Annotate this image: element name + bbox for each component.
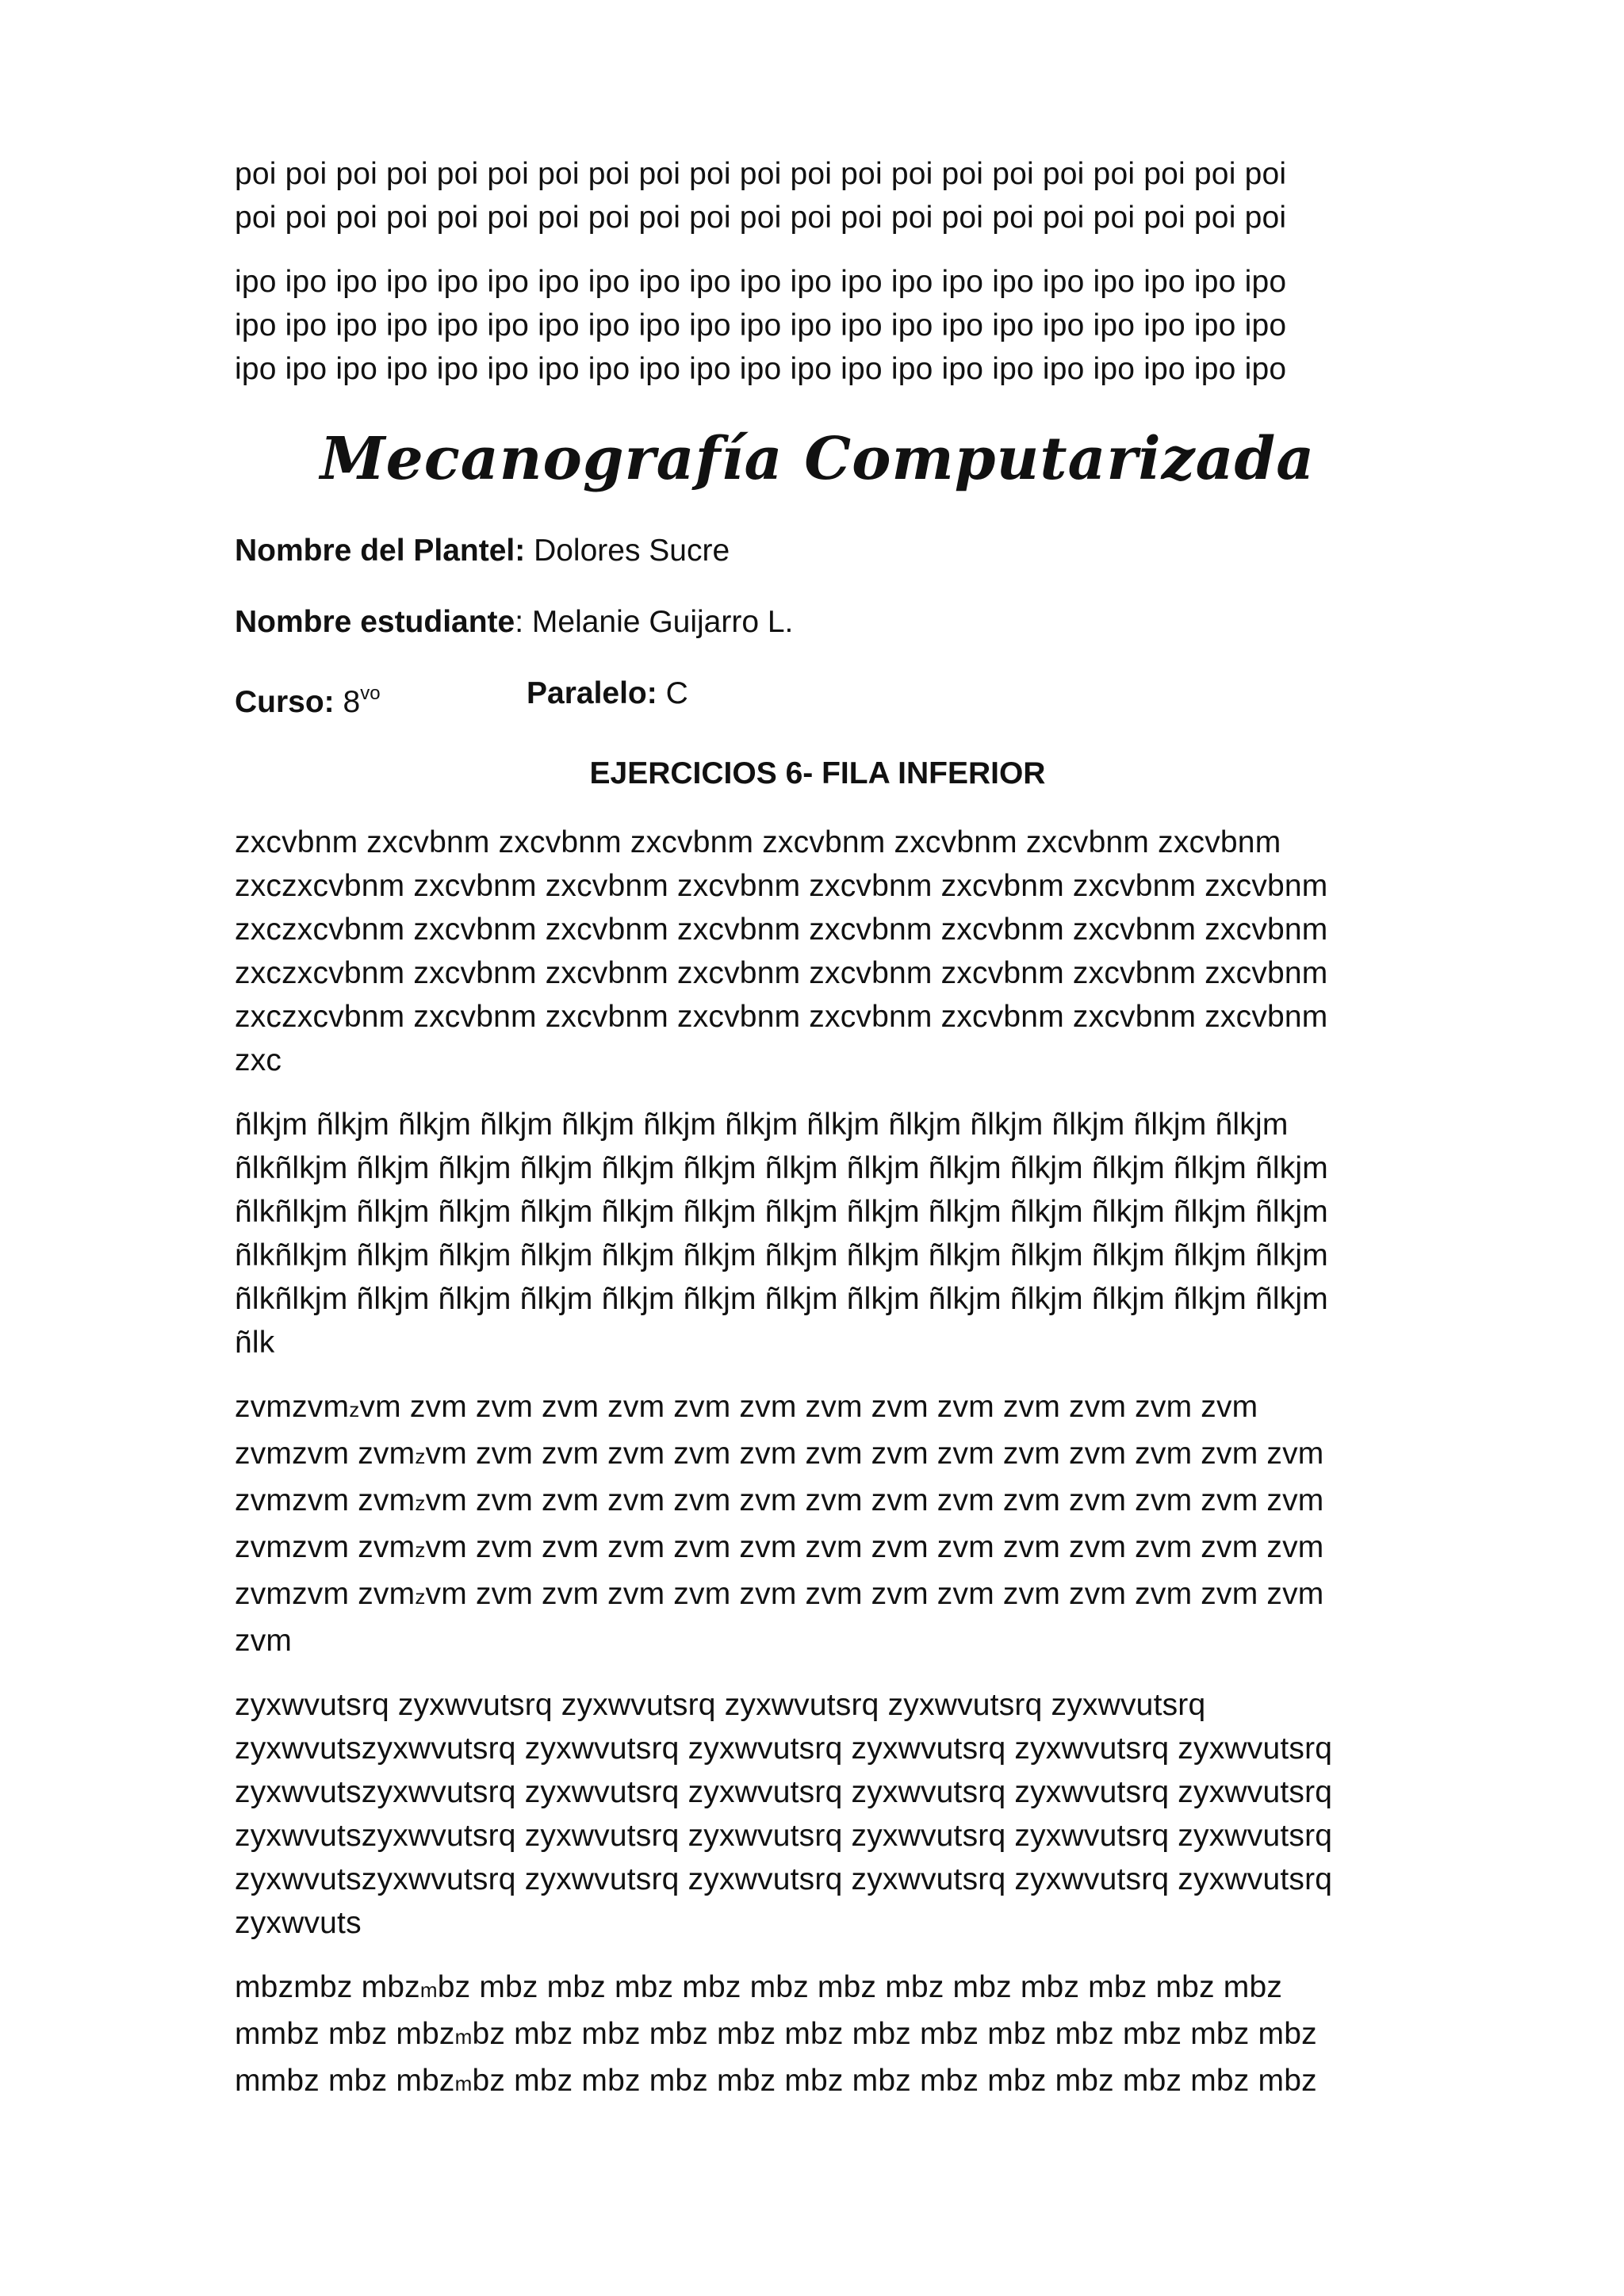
text-segment: zvmzvm zvm — [235, 1437, 416, 1471]
text-segment: mbzmbz mbz — [235, 1970, 420, 2004]
text-line: ñlkñlkjm ñlkjm ñlkjm ñlkjm ñlkjm ñlkjm ñlkjm ñlkjm ñlkjm ñlkjm ñlkjm ñlkjm ñlkjm — [235, 1151, 1328, 1185]
text-segment: bz mbz mbz mbz mbz mbz mbz mbz mbz mbz mbz mbz mbz — [437, 1970, 1283, 2004]
text-line: poi poi poi poi poi poi poi poi poi poi poi poi poi poi poi poi poi poi poi poi poi — [235, 201, 1287, 235]
text-line: zyxwvutszyxwvutsrq zyxwvutsrq zyxwvutsrq zyxwvutsrq zyxwvutsrq zyxwvutsrq — [235, 1775, 1333, 1809]
text-line: ñlkñlkjm ñlkjm ñlkjm ñlkjm ñlkjm ñlkjm ñlkjm ñlkjm ñlkjm ñlkjm ñlkjm ñlkjm ñlkjm — [235, 1238, 1328, 1272]
curso-field — [235, 685, 381, 719]
small-char: m — [454, 2072, 473, 2095]
text-line — [235, 1385, 1400, 1432]
exercise-paragraph-ipo — [235, 260, 1400, 391]
text-segment: mmbz mbz mbz — [235, 2064, 455, 2098]
text-line: zyxwvutszyxwvutsrq zyxwvutsrq zyxwvutsrq zyxwvutsrq zyxwvutsrq zyxwvutsrq — [235, 1819, 1333, 1853]
text-segment: vm zvm zvm zvm zvm zvm zvm zvm zvm zvm zvm zvm zvm zvm — [425, 1577, 1324, 1611]
text-line — [235, 1525, 1400, 1572]
curso-label: Curso: — [235, 685, 335, 719]
document-title: Mecanografía Computarizada — [320, 425, 1316, 493]
plantel-label: Nombre del Plantel: — [235, 534, 526, 568]
text-segment: zvmzvm — [235, 1390, 350, 1424]
small-char: z — [415, 1585, 426, 1609]
text-line: ipo ipo ipo ipo ipo ipo ipo ipo ipo ipo ipo ipo ipo ipo ipo ipo ipo ipo ipo ipo ipo — [235, 352, 1287, 386]
paralelo-value: C — [657, 676, 688, 710]
text-line: ipo ipo ipo ipo ipo ipo ipo ipo ipo ipo ipo ipo ipo ipo ipo ipo ipo ipo ipo ipo ipo — [235, 308, 1287, 342]
text-line: zxc — [235, 1043, 282, 1077]
section-heading: EJERCICIOS 6- FILA INFERIOR — [589, 756, 1046, 790]
text-segment: vm zvm zvm zvm zvm zvm zvm zvm zvm zvm zvm zvm zvm zvm — [425, 1530, 1324, 1564]
text-line — [235, 1479, 1400, 1525]
text-line: ñlkñlkjm ñlkjm ñlkjm ñlkjm ñlkjm ñlkjm ñlkjm ñlkjm ñlkjm ñlkjm ñlkjm ñlkjm ñlkjm — [235, 1282, 1328, 1316]
estudiante-label: Nombre estudiante — [235, 605, 515, 639]
text-segment: zvmzvm zvm — [235, 1483, 416, 1517]
exercise-paragraph-nlkjm — [235, 1103, 1400, 1364]
text-line: zyxwvutszyxwvutsrq zyxwvutsrq zyxwvutsrq zyxwvutsrq zyxwvutsrq zyxwvutsrq — [235, 1862, 1333, 1896]
plantel-field — [235, 529, 1400, 572]
plantel-value: Dolores Sucre — [525, 534, 730, 568]
text-line: poi poi poi poi poi poi poi poi poi poi poi poi poi poi poi poi poi poi poi poi poi — [235, 157, 1287, 191]
text-line — [235, 2012, 1400, 2059]
text-segment: vm zvm zvm zvm zvm zvm zvm zvm zvm zvm zvm zvm zvm zvm — [425, 1483, 1324, 1517]
small-char: z — [415, 1491, 426, 1515]
text-line — [235, 1965, 1400, 2012]
curso-value: 8 — [334, 685, 361, 719]
text-segment: vm zvm zvm zvm zvm zvm zvm zvm zvm zvm zvm zvm zvm zvm — [359, 1390, 1258, 1424]
text-segment: bz mbz mbz mbz mbz mbz mbz mbz mbz mbz mbz mbz mbz — [472, 2064, 1317, 2098]
text-line: zxczxcvbnm zxcvbnm zxcvbnm zxcvbnm zxcvbnm zxcvbnm zxcvbnm zxcvbnm — [235, 913, 1328, 947]
small-char: z — [415, 1538, 426, 1562]
exercise-paragraph-poi — [235, 152, 1400, 239]
paralelo-field — [527, 672, 688, 715]
estudiante-field — [235, 600, 1400, 644]
curso-paralelo-row — [235, 672, 1400, 724]
text-line: zxczxcvbnm zxcvbnm zxcvbnm zxcvbnm zxcvbnm zxcvbnm zxcvbnm zxcvbnm — [235, 869, 1328, 903]
text-line: zxcvbnm zxcvbnm zxcvbnm zxcvbnm zxcvbnm zxcvbnm zxcvbnm zxcvbnm — [235, 825, 1281, 859]
exercise-paragraph-zvm — [235, 1385, 1400, 1663]
text-segment: vm zvm zvm zvm zvm zvm zvm zvm zvm zvm zvm zvm zvm zvm — [425, 1437, 1324, 1471]
small-char: m — [419, 1978, 438, 2002]
text-line: ñlk — [235, 1326, 275, 1360]
estudiante-value: : Melanie Guijarro L. — [515, 605, 794, 639]
text-line: ñlkjm ñlkjm ñlkjm ñlkjm ñlkjm ñlkjm ñlkjm ñlkjm ñlkjm ñlkjm ñlkjm ñlkjm ñlkjm — [235, 1108, 1289, 1142]
exercise-paragraph-zxcvbnm — [235, 821, 1400, 1082]
curso-superscript: vo — [360, 683, 381, 704]
text-line: zxczxcvbnm zxcvbnm zxcvbnm zxcvbnm zxcvbnm zxcvbnm zxcvbnm zxcvbnm — [235, 1000, 1328, 1034]
text-segment: zvmzvm zvm — [235, 1530, 416, 1564]
text-line: zyxwvutsrq zyxwvutsrq zyxwvutsrq zyxwvutsrq zyxwvutsrq zyxwvutsrq — [235, 1688, 1206, 1722]
text-line: zyxwvutszyxwvutsrq zyxwvutsrq zyxwvutsrq zyxwvutsrq zyxwvutsrq zyxwvutsrq — [235, 1732, 1333, 1766]
small-char: z — [415, 1445, 426, 1468]
text-line — [235, 1432, 1400, 1479]
paralelo-label: Paralelo: — [527, 676, 657, 710]
document-content — [235, 152, 1400, 2126]
text-line: ipo ipo ipo ipo ipo ipo ipo ipo ipo ipo ipo ipo ipo ipo ipo ipo ipo ipo ipo ipo ipo — [235, 265, 1287, 299]
text-segment: zvm — [235, 1624, 293, 1658]
text-line: zxczxcvbnm zxcvbnm zxcvbnm zxcvbnm zxcvbnm zxcvbnm zxcvbnm zxcvbnm — [235, 956, 1328, 990]
text-segment: zvmzvm zvm — [235, 1577, 416, 1611]
exercise-paragraph-mbz — [235, 1965, 1400, 2106]
text-line: ñlkñlkjm ñlkjm ñlkjm ñlkjm ñlkjm ñlkjm ñlkjm ñlkjm ñlkjm ñlkjm ñlkjm ñlkjm ñlkjm — [235, 1195, 1328, 1229]
text-line — [235, 1572, 1400, 1619]
text-segment: bz mbz mbz mbz mbz mbz mbz mbz mbz mbz mbz mbz mbz — [472, 2017, 1317, 2051]
text-line — [235, 1619, 1400, 1663]
small-char: m — [454, 2025, 473, 2049]
text-line — [235, 2059, 1400, 2106]
exercise-paragraph-zyxwvutsrq — [235, 1683, 1400, 1945]
text-segment: mmbz mbz mbz — [235, 2017, 455, 2051]
text-line: zyxwvuts — [235, 1906, 362, 1940]
small-char: z — [349, 1398, 360, 1422]
